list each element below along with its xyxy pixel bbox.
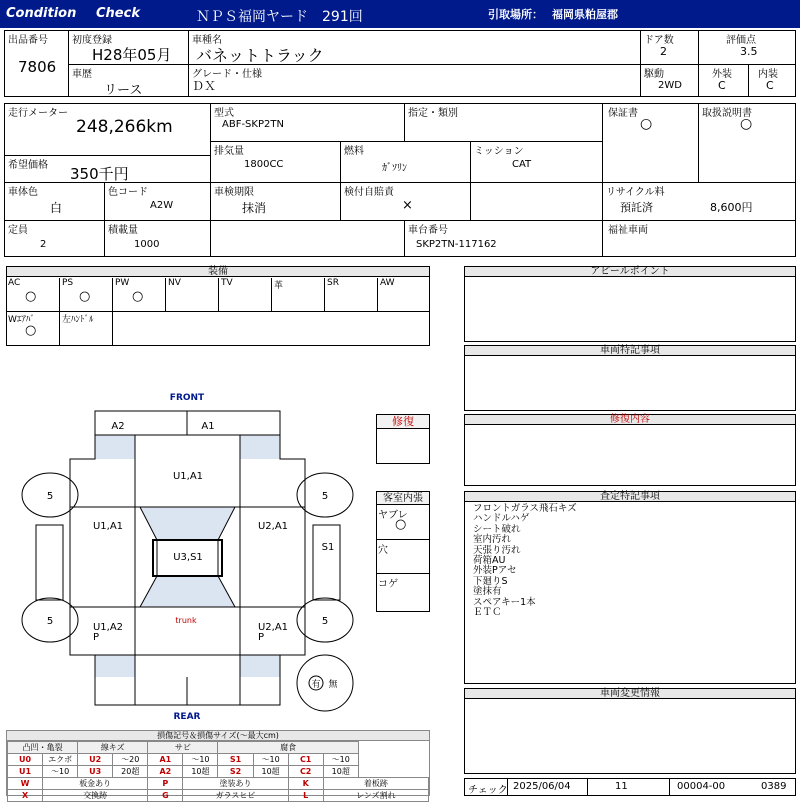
inspector-note-line: 塗抹有 [473,586,502,598]
price-label: 希望価格 [8,160,48,171]
recycle-label: リサイクル料 [606,187,665,198]
mission-value: CAT [512,159,532,170]
legend-group: 凸凹・亀裂 [8,742,78,754]
inspector-note-line: 外装Pアセ [473,565,517,577]
mileage-label: 走行メーター [8,108,68,119]
legend-cell: 10超 [253,766,288,778]
lot-label: 出品番号 [8,35,48,46]
exterior-label: 外装 [712,69,732,80]
equip-cell-row2-1 [59,312,112,345]
legend-cell: 着板跡 [323,778,428,790]
diagram-rear-label: REAR [173,712,201,722]
diagram-right-rear: U2,A1 [257,622,289,633]
header-title: ＮＰＳ福岡ヤード 291回 [196,9,363,25]
diagram-left-paint: P [93,632,100,643]
legend-cell: L [288,790,323,802]
insurance-label: 検付自賠責 [344,187,394,198]
capacity-label: 定員 [8,225,28,236]
equip-label: PW [115,278,130,288]
inspector-note-line: ハンドルハゲ [473,513,530,525]
equip-label: 左ﾊﾝﾄﾞﾙ [62,315,94,325]
legend-cell: W [8,778,43,790]
legend-cell: A2 [148,766,183,778]
interior-burn-label: コゲ [378,579,398,590]
legend-cell: C2 [288,766,323,778]
capacity-value: 2 [40,239,47,250]
score-label: 評価点 [726,35,756,46]
chassis-value: SKP2TN-117162 [416,239,497,250]
mission-label: ミッション [474,146,524,157]
color-value: 白 [50,201,63,215]
special-notes-title: 車両特記事項 [465,346,795,356]
recycle-status: 預託済 [620,201,653,214]
equip-label: TV [221,278,233,288]
legend-block [6,730,430,800]
interior-title: 客室内張 [377,492,429,505]
interior-value: C [766,79,774,92]
header-place-label: 引取場所： [488,8,543,21]
legend-cell: 交換跡 [43,790,148,802]
reg-label: 初度登録 [72,35,112,46]
legend-cell: K [288,778,323,790]
inspector-notes-box [464,491,796,684]
repair-title: 修復 [377,415,429,429]
equip-label: 革 [274,281,284,291]
legend-cell: U2 [78,754,113,766]
legend-cell: X [8,790,43,802]
equip-label: Wｴｱﾊﾞ [8,315,35,325]
inspector-note-line: スペアキー1本 [473,596,536,608]
exterior-value: C [718,79,726,92]
equip-label: NV [168,278,181,288]
legend-cell: 塗装あり [183,778,288,790]
repair-detail-title: 修復内容 [465,415,795,425]
legend-cell: ～10 [43,766,78,778]
name-label: 車種名 [192,35,222,46]
recycle-amount: 8,600円 [710,201,753,214]
diagram-a1: A1 [201,421,215,432]
manual-label: 取扱説明書 [702,108,752,119]
diagram-right-paint: P [258,632,265,643]
manual-value: ○ [740,116,753,132]
score-value: 3.5 [740,45,758,58]
color-code-value: A2W [150,200,174,211]
inspection-value: 抹消 [242,201,267,215]
equip-mark: ○ [25,289,37,304]
legend-cell: U1 [8,766,43,778]
model-value: ABF-SKP2TN [222,119,284,130]
inspection-label: 車検期限 [214,187,254,198]
footer-num: 11 [615,781,628,792]
legend-cell: P [148,778,183,790]
inspector-note-line: 下廻りS [473,575,508,587]
tire-front-right: 5 [321,491,329,502]
inspector-note-line: ＥＴＣ [473,607,502,619]
cc-label: 排気量 [214,146,244,157]
appeal-box [464,266,796,342]
car-name: バネットトラック [196,46,324,65]
header-place: 福岡県粕屋郡 [552,8,618,21]
warranty-label: 保証書 [608,108,638,119]
header-bar [0,0,800,28]
tire-rear-right: 5 [321,616,329,627]
history-value: リース [104,83,143,98]
insurance-value: × [402,198,413,213]
diagram-roof-front: U1,A1 [172,471,204,482]
inspector-note-line: シート破れ [473,523,521,535]
equip-cell-row2-0 [6,312,59,345]
inspector-notes-title: 査定特記事項 [465,492,795,502]
equip-cell-row1-1 [59,278,112,311]
legend-cell: エクボ [43,754,78,766]
grade-value: ＤＸ [192,79,217,93]
color-label: 車体色 [8,187,38,198]
legend-cell: A1 [148,754,183,766]
diagram-a2: A2 [111,421,125,432]
equip-cell-row1-2 [112,278,165,311]
lot-number: 7806 [18,58,57,76]
diagram-right-s1: S1 [321,542,335,553]
legend-group: サビ [148,742,218,754]
change-info-box [464,688,796,774]
spare-no: 無 [328,680,338,690]
legend-cell: ～10 [253,754,288,766]
inspector-note-line: フロントガラス飛石キズ [473,503,577,514]
legend-cell: ～20 [113,754,148,766]
equip-cell-row1-6 [324,278,377,311]
interior-hole-label: 穴 [378,545,388,556]
fuel-value: ｶﾞｿﾘﾝ [382,163,407,174]
equip-mark: ○ [25,323,37,338]
tire-front-left: 5 [46,491,54,502]
drive-value: 2WD [658,80,682,91]
interior-label: 内装 [758,69,778,80]
history-label: 車歴 [72,69,92,80]
equip-cell-row1-4 [218,278,271,311]
diagram-left-rear: U1,A2 [92,622,124,633]
equip-label: AW [380,278,395,288]
equip-label: PS [62,278,74,288]
legend-cell: ～10 [323,754,358,766]
designation-label: 指定・類別 [408,108,458,119]
model-label: 型式 [214,108,234,119]
drive-label: 駆動 [644,69,664,80]
equip-cell-row1-3 [165,278,218,311]
legend-cell: S1 [218,754,253,766]
reg-date: H28年05月 [92,46,172,64]
doors-value: 2 [660,45,667,58]
equip-mark: ○ [79,289,91,304]
equip-cell-row1-7 [377,278,430,311]
equip-cell-row1-5 [271,278,324,311]
diagram-left-door: U1,A1 [92,521,124,532]
diagram-trunk: trunk [175,616,197,625]
legend-group: 線キズ [78,742,148,754]
legend-cell: ガラスヒビ [183,790,288,802]
inspector-note-line: 荷箱AU [473,555,506,567]
mileage-value: 248,266km [76,117,173,137]
equip-label: AC [8,278,21,288]
legend-cell: レンズ割れ [323,790,428,802]
legend-cell: U0 [8,754,43,766]
footer-code2: 0389 [761,781,787,792]
header-condition: Condition [6,6,77,21]
legend-cell: S2 [218,766,253,778]
legend-cell: 板金あり [43,778,148,790]
diagram-front-label: FRONT [169,393,205,403]
spare-yes: 有 [311,680,321,690]
legend-cell: ～10 [183,754,218,766]
interior-tear-label: ヤブレ [378,510,408,521]
load-value: 1000 [134,239,160,250]
footer-bar [464,778,796,796]
diagram-center: U3,S1 [173,552,203,563]
grade-label: グレード・仕様 [192,69,262,80]
legend-cell: 20超 [113,766,148,778]
footer-date: 2025/06/04 [513,781,571,792]
interior-tear-mark: ○ [395,517,407,532]
header-check: Check [96,6,140,21]
legend-cell: G [148,790,183,802]
doors-label: ドア数 [644,35,674,46]
fuel-label: 燃料 [344,146,364,157]
warranty-value: ○ [640,116,653,132]
tire-rear-left: 5 [46,616,54,627]
footer-code1: 00004-00 [677,781,726,792]
legend-table [7,741,429,802]
legend-cell: 10超 [323,766,358,778]
equip-label: SR [327,278,339,288]
chassis-label: 車台番号 [408,225,448,236]
legend-cell: 10超 [183,766,218,778]
welfare-label: 福祉車両 [608,225,648,236]
diagram-right-door: U2,A1 [257,521,289,532]
legend-cell: U3 [78,766,113,778]
change-info-title: 車両変更情報 [465,689,795,699]
equip-cell-row1-0 [6,278,59,311]
legend-cell: C1 [288,754,323,766]
inspector-note-line: 天張り汚れ [473,544,521,556]
appeal-title: アピールポイント [465,267,795,277]
inspector-note-line: 室内汚れ [473,534,512,546]
equipment-title: 装備 [7,267,429,277]
footer-check-label: チェック [468,785,508,796]
cc-value: 1800CC [244,159,284,170]
color-code-label: 色コード [108,187,148,198]
legend-title: 損傷記号＆損傷サイズ(～最大cm) [7,731,429,741]
legend-group: 腐食 [218,742,358,754]
load-label: 積載量 [108,225,138,236]
equip-mark: ○ [132,289,144,304]
price-value: 350千円 [70,165,129,183]
